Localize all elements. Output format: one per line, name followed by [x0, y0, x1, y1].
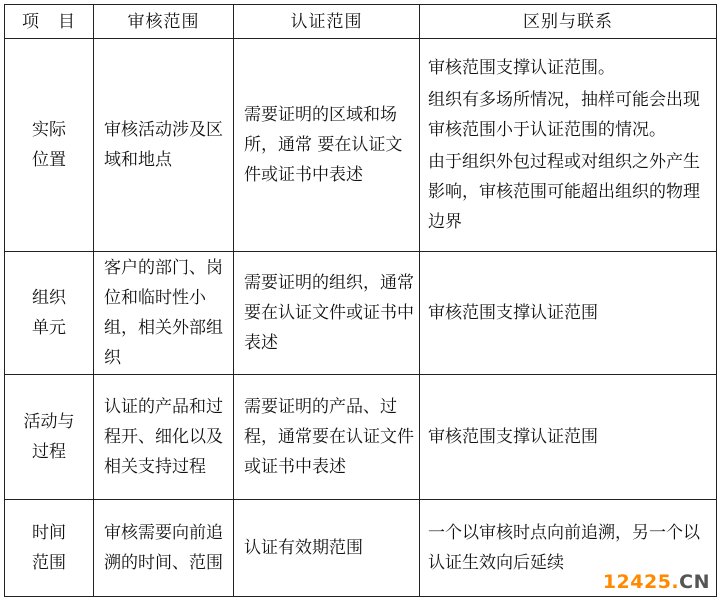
audit-scope-cell: 审核需要向前追溯的时间、范围 [94, 500, 234, 597]
watermark-number: 12425 [602, 571, 672, 593]
item-cell [5, 500, 94, 597]
watermark-dot: . [671, 571, 680, 593]
table-row [5, 375, 717, 500]
relation-cell [420, 252, 717, 375]
relation-cell [420, 39, 717, 252]
item-label: 实际 位置 [32, 120, 66, 170]
relation-text: 由于组织外包过程或对组织之外产生影响，审核范围可能超出组织的物理边界 [428, 152, 700, 232]
header-audit-scope: 审核范围 [94, 5, 234, 39]
watermark-tld: CN [679, 571, 710, 593]
item-cell [5, 39, 94, 252]
header-row [5, 5, 717, 39]
site-watermark [603, 571, 710, 593]
cert-scope-cell: 需要证明的组织，通常要在认证文件或证书中表述 [234, 252, 420, 375]
relation-text: 审核范围支撑认证范围 [428, 303, 598, 323]
cert-scope-cell: 需要证明的产品、过程，通常要在认证文件或证书中表述 [234, 375, 420, 500]
item-cell [5, 252, 94, 375]
audit-scope-cell: 审核活动涉及区域和地点 [94, 39, 234, 252]
header-cert-scope: 认证范围 [234, 5, 420, 39]
relation-text: 组织有多场所情况，抽样可能会出现审核范围小于认证范围的情况。 [428, 90, 700, 140]
relation-text: 一个以审核时点向前追溯，另一个以认证生效向后延续 [428, 523, 700, 573]
item-label: 组织 单元 [32, 288, 66, 338]
cert-scope-cell: 认证有效期范围 [234, 500, 420, 597]
cert-scope-cell: 需要证明的区域和场所，通常 要在认证文件或证书中表述 [234, 39, 420, 252]
scope-comparison-table [4, 4, 717, 597]
audit-scope-cell: 客户的部门、岗位和临时性小组，相关外部组织 [94, 252, 234, 375]
header-item: 项 目 [5, 5, 94, 39]
audit-scope-cell: 认证的产品和过程开、细化以及相关支持过程 [94, 375, 234, 500]
item-label: 活动与 过程 [23, 412, 75, 462]
table-row [5, 39, 717, 252]
relation-text: 审核范围支撑认证范围 [428, 427, 598, 447]
table-row [5, 252, 717, 375]
item-label: 时间 范围 [32, 523, 66, 573]
relation-text: 审核范围支撑认证范围。 [428, 58, 615, 78]
item-cell [5, 375, 94, 500]
header-relation: 区别与联系 [420, 5, 717, 39]
relation-cell [420, 375, 717, 500]
